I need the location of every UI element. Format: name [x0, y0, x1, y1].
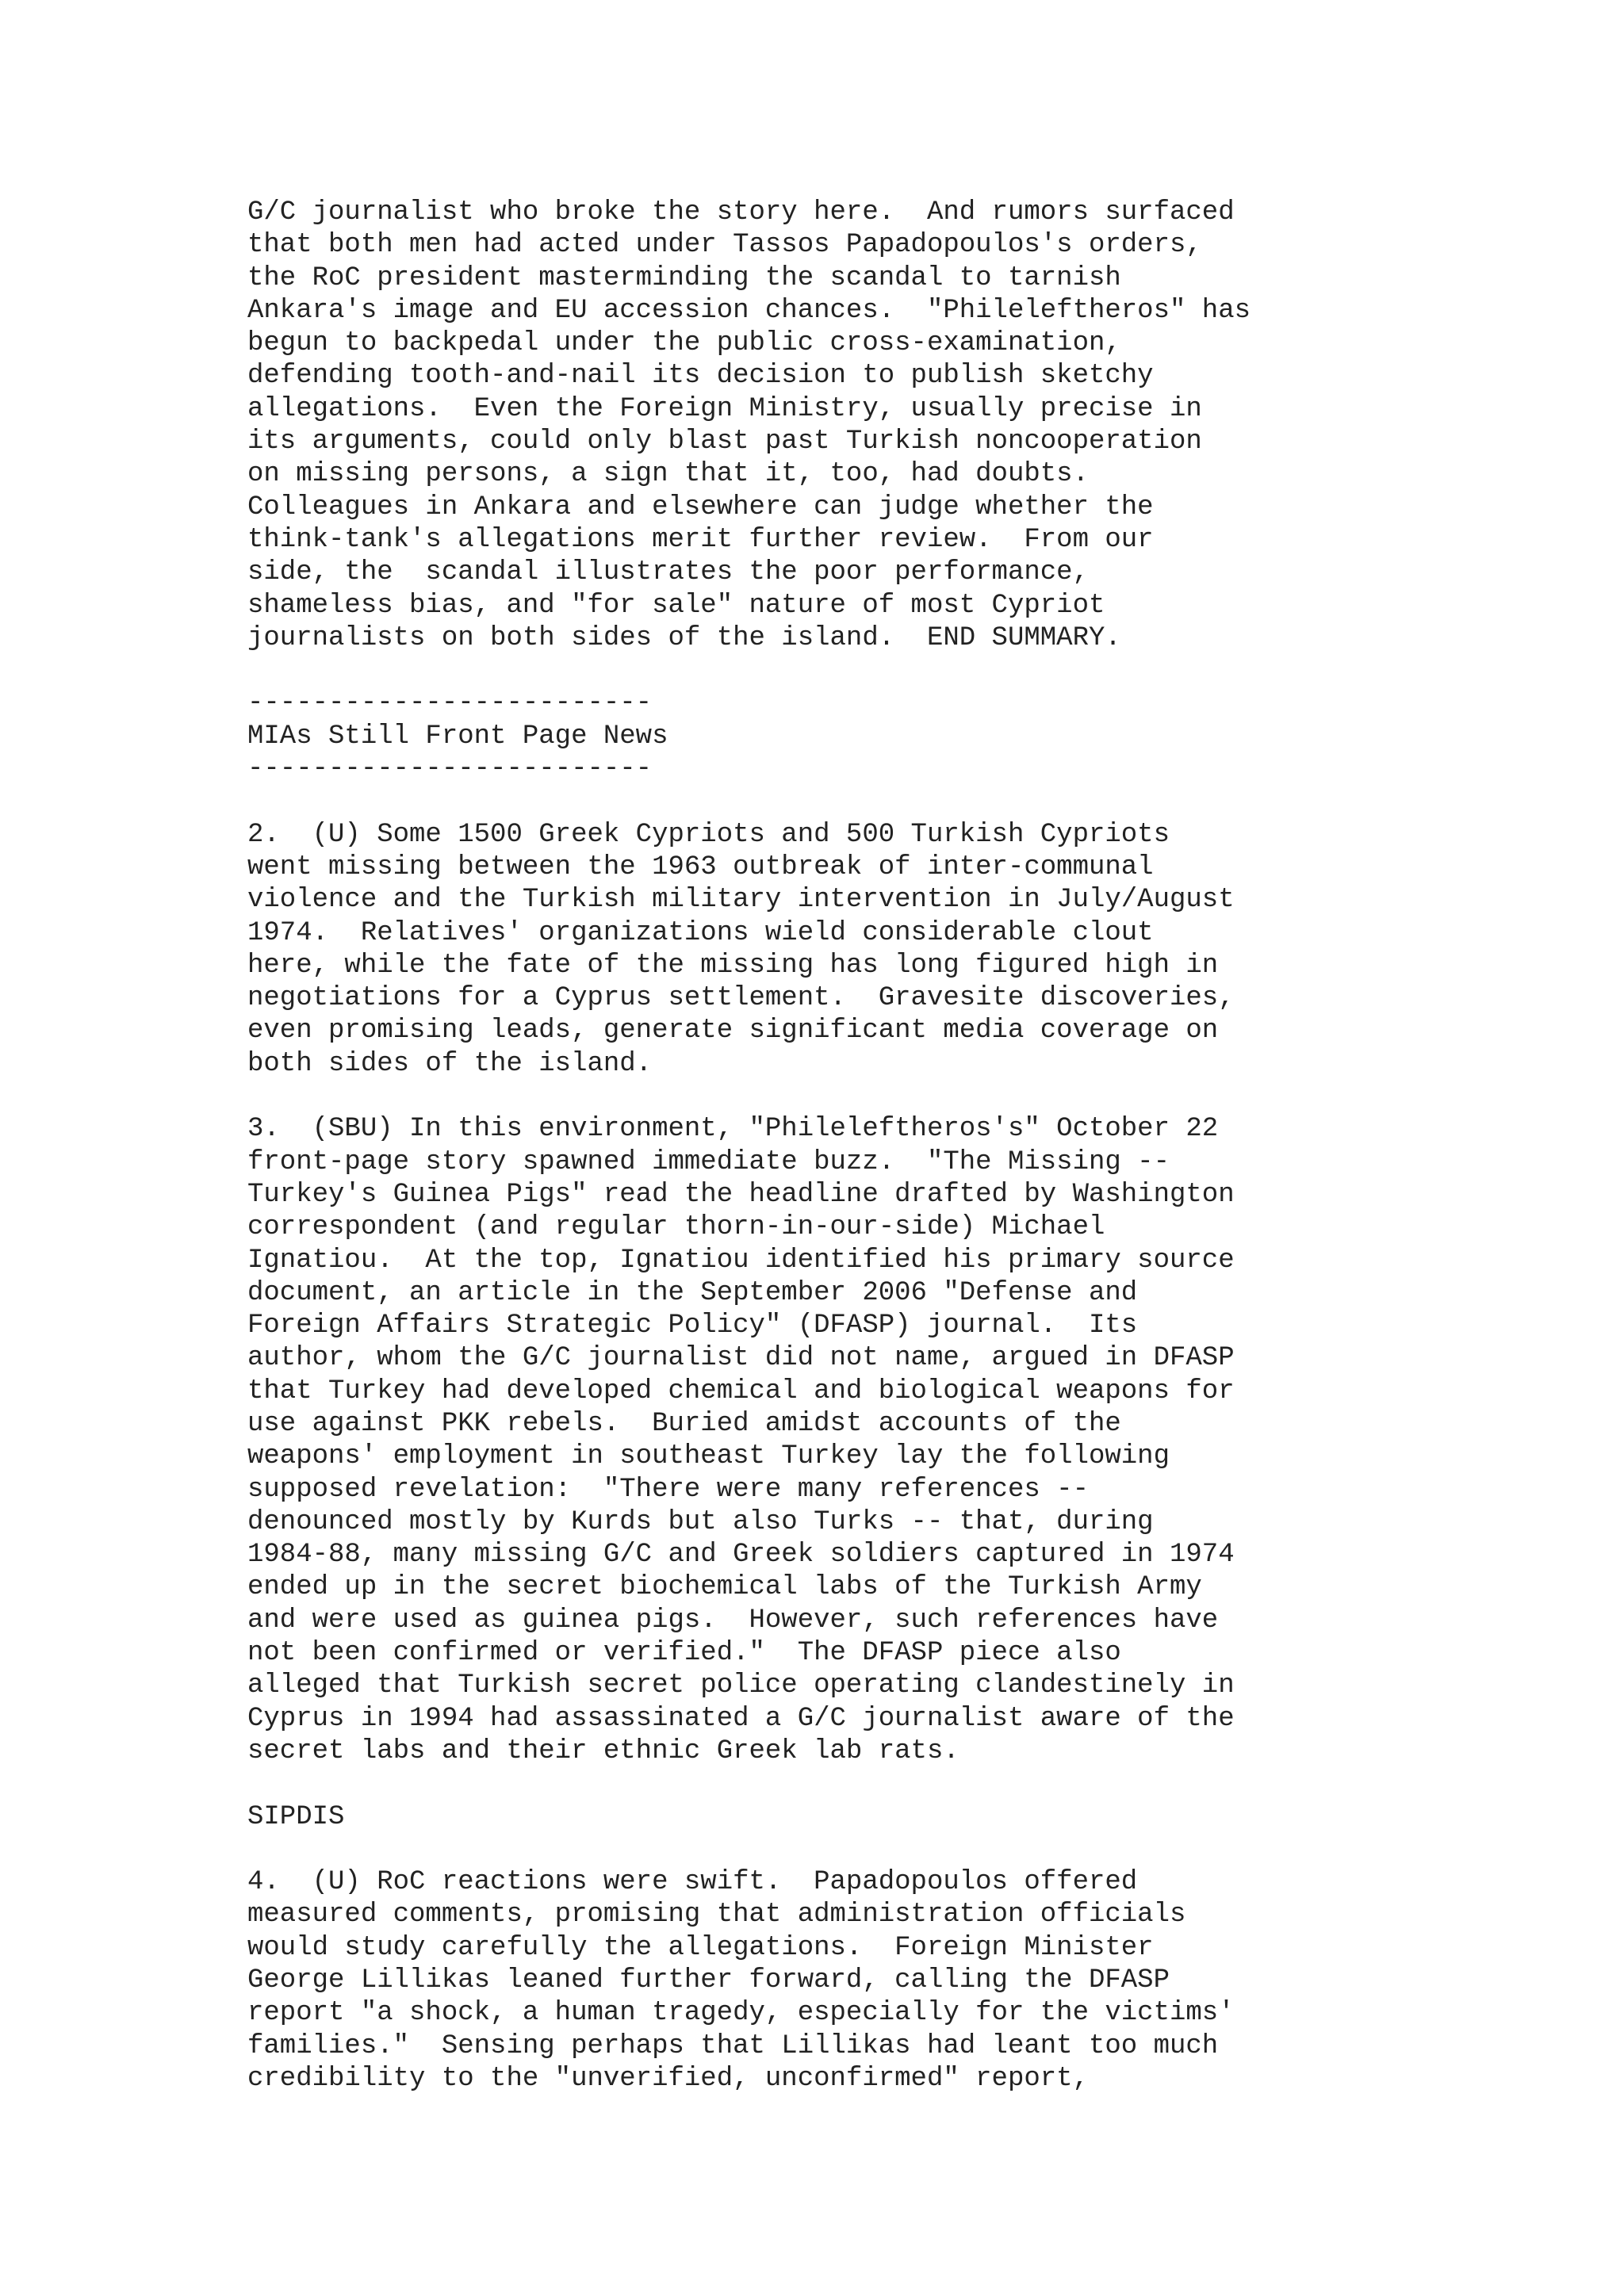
text-line: negotiations for a Cyprus settlement. Gravesite discoveries, — [247, 983, 1235, 1014]
text-line: went missing between the 1963 outbreak of inter-communal — [247, 851, 1154, 882]
text-line: would study carefully the allegations. Foreign Minister — [247, 1932, 1154, 1963]
text-line: 3. (SBU) In this environment, "Phileleftheros's" October 22 — [247, 1114, 1219, 1145]
text-line: shameless bias, and "for sale" nature of most Cypriot — [247, 590, 1105, 621]
text-line: 1974. Relatives' organizations wield considerable clout — [247, 917, 1154, 948]
paragraph-gap — [247, 655, 1595, 687]
text-line: denounced mostly by Kurds but also Turks -- that, during — [247, 1506, 1154, 1537]
text-line: ended up in the secret biochemical labs of the Turkish Army — [247, 1572, 1202, 1603]
text-line: Foreign Affairs Strategic Policy" (DFASP) journal. Its — [247, 1311, 1138, 1341]
text-line: families." Sensing perhaps that Lillikas had leant too much — [247, 2030, 1219, 2061]
text-line: alleged that Turkish secret police operating clandestinely in — [247, 1670, 1235, 1701]
section-rule-top: ------------------------- — [247, 688, 653, 719]
text-line: 2. (U) Some 1500 Greek Cypriots and 500 Turkish Cypriots — [247, 819, 1170, 850]
text-line: here, while the fate of the missing has long figured high in — [247, 950, 1219, 981]
text-line: both sides of the island. — [247, 1048, 653, 1079]
section-rule-bottom: ------------------------- — [247, 754, 653, 785]
text-line: measured comments, promising that administration officials — [247, 1900, 1186, 1931]
text-line: that both men had acted under Tassos Papadopoulos's orders, — [247, 230, 1202, 261]
text-line: defending tooth-and-nail its decision to publish sketchy — [247, 361, 1154, 392]
paragraph-4 — [247, 1866, 1595, 2095]
summary-paragraph — [247, 197, 1595, 655]
text-line: side, the scandal illustrates the poor performance, — [247, 557, 1089, 588]
paragraph-3 — [247, 1113, 1595, 1768]
text-line: the RoC president masterminding the scandal to tarnish — [247, 262, 1121, 293]
text-line: author, whom the G/C journalist did not name, argued in DFASP — [247, 1343, 1235, 1374]
text-line: violence and the Turkish military intervention in July/August — [247, 885, 1235, 916]
text-line: think-tank's allegations merit further review. From our — [247, 524, 1154, 555]
text-line: Ignatiou. At the top, Ignatiou identified his primary source — [247, 1245, 1235, 1276]
paragraph-gap — [247, 1768, 1595, 1800]
paragraph-2 — [247, 819, 1595, 1081]
text-line: begun to backpedal under the public cross-examination, — [247, 328, 1121, 359]
text-line: 1984-88, many missing G/C and Greek soldiers captured in 1974 — [247, 1540, 1235, 1571]
text-line: its arguments, could only blast past Turkish noncooperation — [247, 427, 1202, 457]
text-line: report "a shock, a human tragedy, especially for the victims' — [247, 1998, 1235, 2029]
text-line: Colleagues in Ankara and elsewhere can judge whether the — [247, 492, 1154, 522]
document-page — [247, 197, 1595, 2095]
text-line: on missing persons, a sign that it, too, had doubts. — [247, 459, 1089, 490]
text-line: Ankara's image and EU accession chances. "Phileleftheros" has — [247, 295, 1251, 326]
text-line: use against PKK rebels. Buried amidst accounts of the — [247, 1408, 1121, 1439]
text-line: Turkey's Guinea Pigs" read the headline drafted by Washington — [247, 1179, 1235, 1210]
section-heading: MIAs Still Front Page News — [247, 721, 668, 752]
text-line: and were used as guinea pigs. However, such references have — [247, 1605, 1219, 1636]
text-line: that Turkey had developed chemical and biological weapons for — [247, 1376, 1235, 1406]
text-line: even promising leads, generate significant media coverage on — [247, 1016, 1219, 1047]
text-line: front-page story spawned immediate buzz. "The Missing -- — [247, 1146, 1170, 1177]
paragraph-gap — [247, 1081, 1595, 1113]
text-line: allegations. Even the Foreign Ministry, usually precise in — [247, 393, 1202, 424]
text-line: Cyprus in 1994 had assassinated a G/C journalist aware of the — [247, 1703, 1235, 1734]
text-line: credibility to the "unverified, unconfirmed" report, — [247, 2063, 1089, 2094]
text-line: secret labs and their ethnic Greek lab rats. — [247, 1735, 959, 1766]
text-line: G/C journalist who broke the story here. And rumors surfaced — [247, 197, 1235, 228]
text-line: not been confirmed or verified." The DFASP piece also — [247, 1638, 1121, 1669]
paragraph-gap — [247, 786, 1595, 818]
text-line: correspondent (and regular thorn-in-our-side) Michael — [247, 1212, 1105, 1243]
text-line: supposed revelation: "There were many references -- — [247, 1474, 1089, 1505]
text-line: journalists on both sides of the island. END SUMMARY. — [247, 622, 1121, 653]
sipdis-marker: SIPDIS — [247, 1801, 345, 1832]
text-line: document, an article in the September 2006 "Defense and — [247, 1277, 1138, 1308]
text-line: George Lillikas leaned further forward, calling the DFASP — [247, 1965, 1170, 1996]
text-line: weapons' employment in southeast Turkey lay the following — [247, 1441, 1170, 1472]
paragraph-gap — [247, 1834, 1595, 1866]
text-line: 4. (U) RoC reactions were swift. Papadopoulos offered — [247, 1867, 1138, 1898]
